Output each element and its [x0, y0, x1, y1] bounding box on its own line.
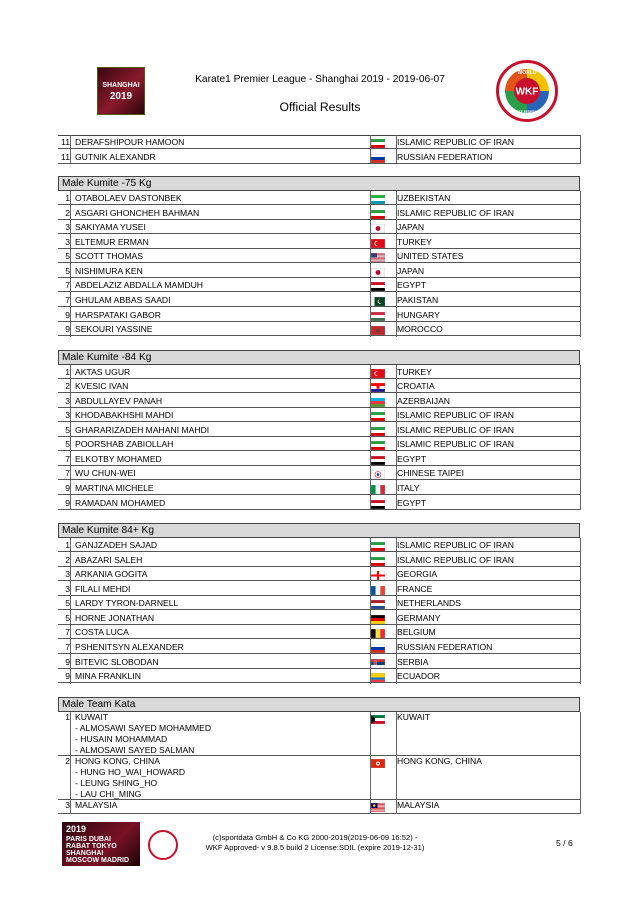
rank: 3 — [65, 583, 70, 594]
country-name: ISLAMIC REPUBLIC OF IRAN — [397, 439, 514, 450]
result-row — [58, 264, 580, 278]
morocco-flag-icon — [371, 325, 385, 334]
competitor-name-text: MALAYSIA — [75, 799, 118, 810]
egypt-flag-icon — [371, 499, 385, 508]
competitor-name — [75, 466, 136, 480]
competitor-name — [75, 322, 153, 336]
competitor-name-text: LARDY TYRON-DARNELL — [75, 598, 179, 609]
column-divider — [580, 538, 581, 684]
result-row — [58, 567, 580, 581]
rank: 2 — [65, 381, 70, 392]
competitor-name — [75, 669, 141, 683]
footer-copyright — [190, 833, 440, 853]
croatia-flag-icon — [371, 382, 385, 391]
competitor-name-text: DERAFSHIPOUR HAMOON — [75, 137, 185, 147]
country-name: ITALY — [397, 483, 420, 493]
series-logo — [62, 822, 140, 866]
country-name: EGYPT — [397, 280, 427, 291]
rank: 9 — [65, 656, 70, 667]
competitor-name-text: ABAZARI SALEH — [75, 554, 143, 565]
hong-kong-flag-icon — [371, 759, 385, 768]
rank: 9 — [65, 324, 70, 335]
competitor-name-text: KUWAIT — [75, 711, 109, 722]
country-name: UNITED STATES — [397, 251, 464, 262]
competitor-name-text: AKTAS UGUR — [75, 366, 131, 377]
competitor-name — [75, 800, 117, 811]
country-name: ISLAMIC REPUBLIC OF IRAN — [397, 554, 514, 565]
rank: 9 — [65, 497, 70, 508]
result-row — [58, 394, 580, 408]
result-row — [58, 235, 580, 249]
egypt-flag-icon — [371, 455, 385, 464]
result-row — [58, 322, 580, 336]
team-member: - ALMOSAWI SAYED SALMAN — [75, 744, 195, 755]
result-row — [58, 249, 580, 263]
page-number: 5 / 6 — [556, 838, 573, 848]
competitor-name-text: ARKANIA GOGITA — [75, 569, 148, 580]
wkf-small-logo-icon — [148, 830, 178, 860]
competitor-name — [75, 538, 157, 552]
country-name: JAPAN — [397, 265, 425, 276]
competitor-name-text: ABDELAZIZ ABDALLA MAMDUH — [75, 280, 203, 291]
result-row — [58, 655, 580, 669]
series-logo-line-3: SHANGHAI — [66, 850, 104, 857]
result-row — [58, 625, 580, 639]
team-member: - HUNG HO_WAI_HOWARD — [75, 766, 186, 777]
rank: 7 — [65, 641, 70, 652]
competitor-name — [75, 452, 162, 466]
usa-flag-icon — [371, 252, 385, 261]
result-row — [58, 712, 580, 756]
event-logo-text-1: SHANGHAI — [102, 82, 140, 89]
malaysia-flag-icon — [371, 803, 385, 812]
column-divider — [70, 712, 71, 814]
competitor-name-text: SEKOURI YASSINE — [75, 324, 153, 335]
competitor-name — [75, 278, 203, 292]
rank: 2 — [65, 755, 70, 766]
competitor-name — [75, 712, 211, 756]
result-row — [58, 278, 580, 292]
team-member: - ALMOSAWI SAYED MOHAMMED — [75, 722, 212, 733]
turkey-flag-icon — [371, 368, 385, 377]
rank: 5 — [65, 598, 70, 609]
country-name: GERMANY — [397, 612, 441, 623]
competitor-name — [75, 264, 143, 278]
result-row — [58, 496, 580, 510]
country-name: TURKEY — [397, 236, 432, 247]
competitor-name — [75, 249, 143, 263]
rank: 7 — [65, 294, 70, 305]
rank: 3 — [65, 569, 70, 580]
competitor-name — [75, 150, 156, 164]
country-name: EGYPT — [397, 497, 427, 508]
series-logo-line-2: RABAT TOKYO — [66, 843, 117, 850]
column-divider — [396, 712, 397, 814]
competitor-name-text: RAMADAN MOHAMED — [75, 497, 166, 508]
competitor-name — [75, 625, 129, 639]
result-row — [58, 308, 580, 322]
iran-flag-icon — [371, 138, 385, 147]
iran-flag-icon — [371, 541, 385, 550]
column-divider — [580, 365, 581, 511]
competitor-name — [75, 481, 154, 495]
competitor-name-text: FILALI MEHDI — [75, 583, 131, 594]
rank: 3 — [65, 410, 70, 421]
competitor-name — [75, 379, 128, 393]
competitor-name — [75, 655, 159, 669]
competitor-name-text: KHODABAKHSHI MAHDI — [75, 410, 174, 421]
result-row — [58, 408, 580, 422]
competitor-name-text: HONG KONG, CHINA — [75, 755, 160, 766]
competitor-name-text: SAKIYAMA YUSEI — [75, 222, 146, 233]
competitor-name-text: GANJZADEH SAJAD — [75, 540, 158, 551]
competitor-name-text: SCOTT THOMAS — [75, 251, 143, 262]
series-logo-line-1: PARIS DUBAI — [66, 836, 111, 843]
result-row — [58, 365, 580, 379]
japan-flag-icon — [371, 267, 385, 276]
country-name: BELGIUM — [397, 627, 436, 638]
country-name: RUSSIAN FEDERATION — [397, 641, 493, 652]
competitor-name-text: GUTNIK ALEXANDR — [75, 151, 156, 162]
country-name: EGYPT — [397, 453, 427, 464]
result-row — [58, 423, 580, 437]
competitor-name — [75, 423, 209, 437]
page-title: Karate1 Premier League - Shanghai 2019 - 2019-06-07 — [195, 74, 445, 85]
country-name: MALAYSIA — [397, 799, 440, 810]
rank: 1 — [65, 366, 70, 377]
result-row — [58, 596, 580, 610]
rank: 1 — [65, 711, 70, 722]
competitor-name-text: ASGARI GHONCHEH BAHMAN — [75, 207, 200, 218]
rank: 3 — [65, 236, 70, 247]
series-logo-line-4: MOSCOW MADRID — [66, 857, 129, 864]
rank: 2 — [65, 554, 70, 565]
rank: 7 — [65, 627, 70, 638]
result-row — [58, 452, 580, 466]
result-row — [58, 611, 580, 625]
competitor-name — [75, 308, 161, 322]
result-row — [58, 135, 580, 149]
competitor-name — [75, 394, 162, 408]
country-name: KUWAIT — [397, 711, 431, 722]
competitor-name — [75, 567, 147, 581]
competitor-name-text: OTABOLAEV DASTONBEK — [75, 193, 182, 204]
wkf-logo — [496, 60, 558, 122]
rank: 11 — [61, 151, 70, 162]
result-row — [58, 582, 580, 596]
country-name: CHINESE TAIPEI — [397, 468, 465, 479]
country-name: TURKEY — [397, 366, 432, 377]
rank: 11 — [61, 137, 70, 147]
iran-flag-icon — [371, 556, 385, 565]
competitor-name — [75, 756, 185, 800]
country-name: UZBEKISTAN — [397, 193, 451, 204]
category-header: Male Kumite 84+ Kg — [58, 523, 580, 538]
country-name: ECUADOR — [397, 671, 440, 682]
competitor-name — [75, 611, 154, 625]
competitor-name-text: PSHENITSYN ALEXANDER — [75, 641, 184, 652]
country-name: JAPAN — [397, 222, 425, 233]
result-row — [58, 437, 580, 451]
series-logo-year: 2019 — [66, 824, 87, 834]
rank: 9 — [65, 309, 70, 320]
rank: 1 — [65, 193, 70, 204]
country-name: ISLAMIC REPUBLIC OF IRAN — [397, 207, 514, 218]
country-name: FRANCE — [397, 583, 433, 594]
pakistan-flag-icon — [371, 296, 385, 305]
italy-flag-icon — [371, 484, 385, 493]
rank: 5 — [65, 439, 70, 450]
iran-flag-icon — [371, 440, 385, 449]
competitor-name — [75, 553, 142, 567]
rank: 9 — [65, 671, 70, 682]
result-row — [58, 466, 580, 480]
result-row — [58, 756, 580, 800]
rank: 7 — [65, 468, 70, 479]
rank: 7 — [65, 280, 70, 291]
result-row — [58, 640, 580, 654]
team-member: - LAU CHI_MING — [75, 788, 142, 799]
egypt-flag-icon — [371, 281, 385, 290]
country-name: MOROCCO — [397, 324, 443, 335]
country-name: ISLAMIC REPUBLIC OF IRAN — [397, 540, 514, 551]
competitor-name — [75, 135, 184, 149]
japan-flag-icon — [371, 223, 385, 232]
team-member: - HUSAIN MOHAMMAD — [75, 733, 168, 744]
result-row — [58, 669, 580, 683]
competitor-name — [75, 206, 199, 220]
competitor-name-text: MINA FRANKLIN — [75, 671, 141, 682]
competitor-name-text: COSTA LUCA — [75, 627, 129, 638]
team-member: - LEUNG SHING_HO — [75, 777, 158, 788]
rank: 3 — [65, 222, 70, 233]
competitor-name-text: HARSPATAKI GABOR — [75, 309, 161, 320]
column-divider — [580, 135, 581, 164]
result-row — [58, 538, 580, 552]
rank: 5 — [65, 424, 70, 435]
country-name: RUSSIAN FEDERATION — [397, 151, 493, 162]
footer-line-2: WKF Approved- v 9.8.5 build 2 License:SDIL (expire 2019-12-31) — [205, 843, 425, 852]
rank: 5 — [65, 265, 70, 276]
germany-flag-icon — [371, 614, 385, 623]
competitor-name — [75, 640, 184, 654]
iran-flag-icon — [371, 411, 385, 420]
country-name: ISLAMIC REPUBLIC OF IRAN — [397, 410, 514, 421]
competitor-name — [75, 437, 173, 451]
competitor-name-text: POORSHAB ZABIOLLAH — [75, 439, 174, 450]
column-divider — [580, 191, 581, 337]
competitor-name-text: WU CHUN-WEI — [75, 468, 136, 479]
competitor-name — [75, 220, 146, 234]
rank: 5 — [65, 612, 70, 623]
competitor-name — [75, 596, 178, 610]
footer-line-1: (c)sportdata GmbH & Co KG 2000-2019(2019-06-09 16:52) - — [212, 833, 418, 842]
country-name: NETHERLANDS — [397, 598, 461, 609]
competitor-name — [75, 365, 130, 379]
hungary-flag-icon — [371, 311, 385, 320]
rank: 9 — [65, 483, 70, 493]
georgia-flag-icon — [371, 570, 385, 579]
competitor-name — [75, 235, 149, 249]
ecuador-flag-icon — [371, 672, 385, 681]
event-logo-text-2: 2019 — [109, 91, 133, 102]
result-row — [58, 553, 580, 567]
category-header: Male Kumite -84 Kg — [58, 350, 580, 365]
turkey-flag-icon — [371, 238, 385, 247]
azerbaijan-flag-icon — [371, 397, 385, 406]
rank: 5 — [65, 251, 70, 262]
result-row — [58, 800, 580, 814]
competitor-name-text: NISHIMURA KEN — [75, 265, 143, 276]
competitor-name-text: GHULAM ABBAS SAADI — [75, 294, 171, 305]
wkf-emblem-icon — [499, 63, 555, 119]
rank: 3 — [65, 799, 70, 810]
event-logo-left — [98, 68, 144, 114]
result-row — [58, 379, 580, 393]
result-row — [58, 293, 580, 307]
column-divider — [370, 712, 371, 814]
wkf-logo-text: WKF — [515, 86, 539, 98]
country-name: SERBIA — [397, 656, 429, 667]
result-row — [58, 481, 580, 495]
competitor-name-text: ELKOTBY MOHAMED — [75, 453, 162, 464]
country-name: ISLAMIC REPUBLIC OF IRAN — [397, 137, 514, 147]
competitor-name — [75, 191, 182, 205]
result-row — [58, 191, 580, 205]
netherlands-flag-icon — [371, 599, 385, 608]
competitor-name-text: ELTEMUR ERMAN — [75, 236, 149, 247]
country-name: GEORGIA — [397, 569, 438, 580]
category-header: Male Kumite -75 Kg — [58, 176, 580, 191]
result-row — [58, 206, 580, 220]
competitor-name — [75, 408, 173, 422]
competitor-name — [75, 582, 130, 596]
russia-flag-icon — [371, 643, 385, 652]
iran-flag-icon — [371, 426, 385, 435]
competitor-name-text: HORNE JONATHAN — [75, 612, 155, 623]
competitor-name-text: BITEVIC SLOBODAN — [75, 656, 159, 667]
country-name: AZERBAIJAN — [397, 395, 451, 406]
country-name: CROATIA — [397, 381, 435, 392]
kuwait-flag-icon — [371, 715, 385, 724]
competitor-name — [75, 293, 171, 307]
wkf-logo-world: WORLD — [517, 70, 537, 76]
country-name: ISLAMIC REPUBLIC OF IRAN — [397, 424, 514, 435]
wkf-logo-federation: KARATE FEDERATION — [509, 110, 545, 114]
russia-flag-icon — [371, 153, 385, 162]
category-header: Male Team Kata — [58, 697, 580, 712]
result-row — [58, 220, 580, 234]
iran-flag-icon — [371, 209, 385, 218]
result-row — [58, 150, 580, 164]
column-divider — [580, 712, 581, 814]
country-name: PAKISTAN — [397, 294, 439, 305]
competitor-name-text: KVESIC IVAN — [75, 381, 129, 392]
rank: 3 — [65, 395, 70, 406]
serbia-flag-icon — [371, 658, 385, 667]
competitor-name-text: GHARARIZADEH MAHANI MAHDI — [75, 424, 210, 435]
competitor-name — [75, 496, 165, 510]
page-subtitle: Official Results — [279, 100, 361, 114]
country-name: HONG KONG, CHINA — [397, 755, 482, 766]
competitor-name-text: ABDULLAYEV PANAH — [75, 395, 163, 406]
rank: 1 — [65, 540, 70, 551]
competitor-name-text: MARTINA MICHELE — [75, 483, 154, 493]
uzbekistan-flag-icon — [371, 194, 385, 203]
country-name: HUNGARY — [397, 309, 440, 320]
rank: 2 — [65, 207, 70, 218]
france-flag-icon — [371, 585, 385, 594]
rank: 7 — [65, 453, 70, 464]
chinese-taipei-flag-icon — [371, 469, 385, 478]
belgium-flag-icon — [371, 628, 385, 637]
